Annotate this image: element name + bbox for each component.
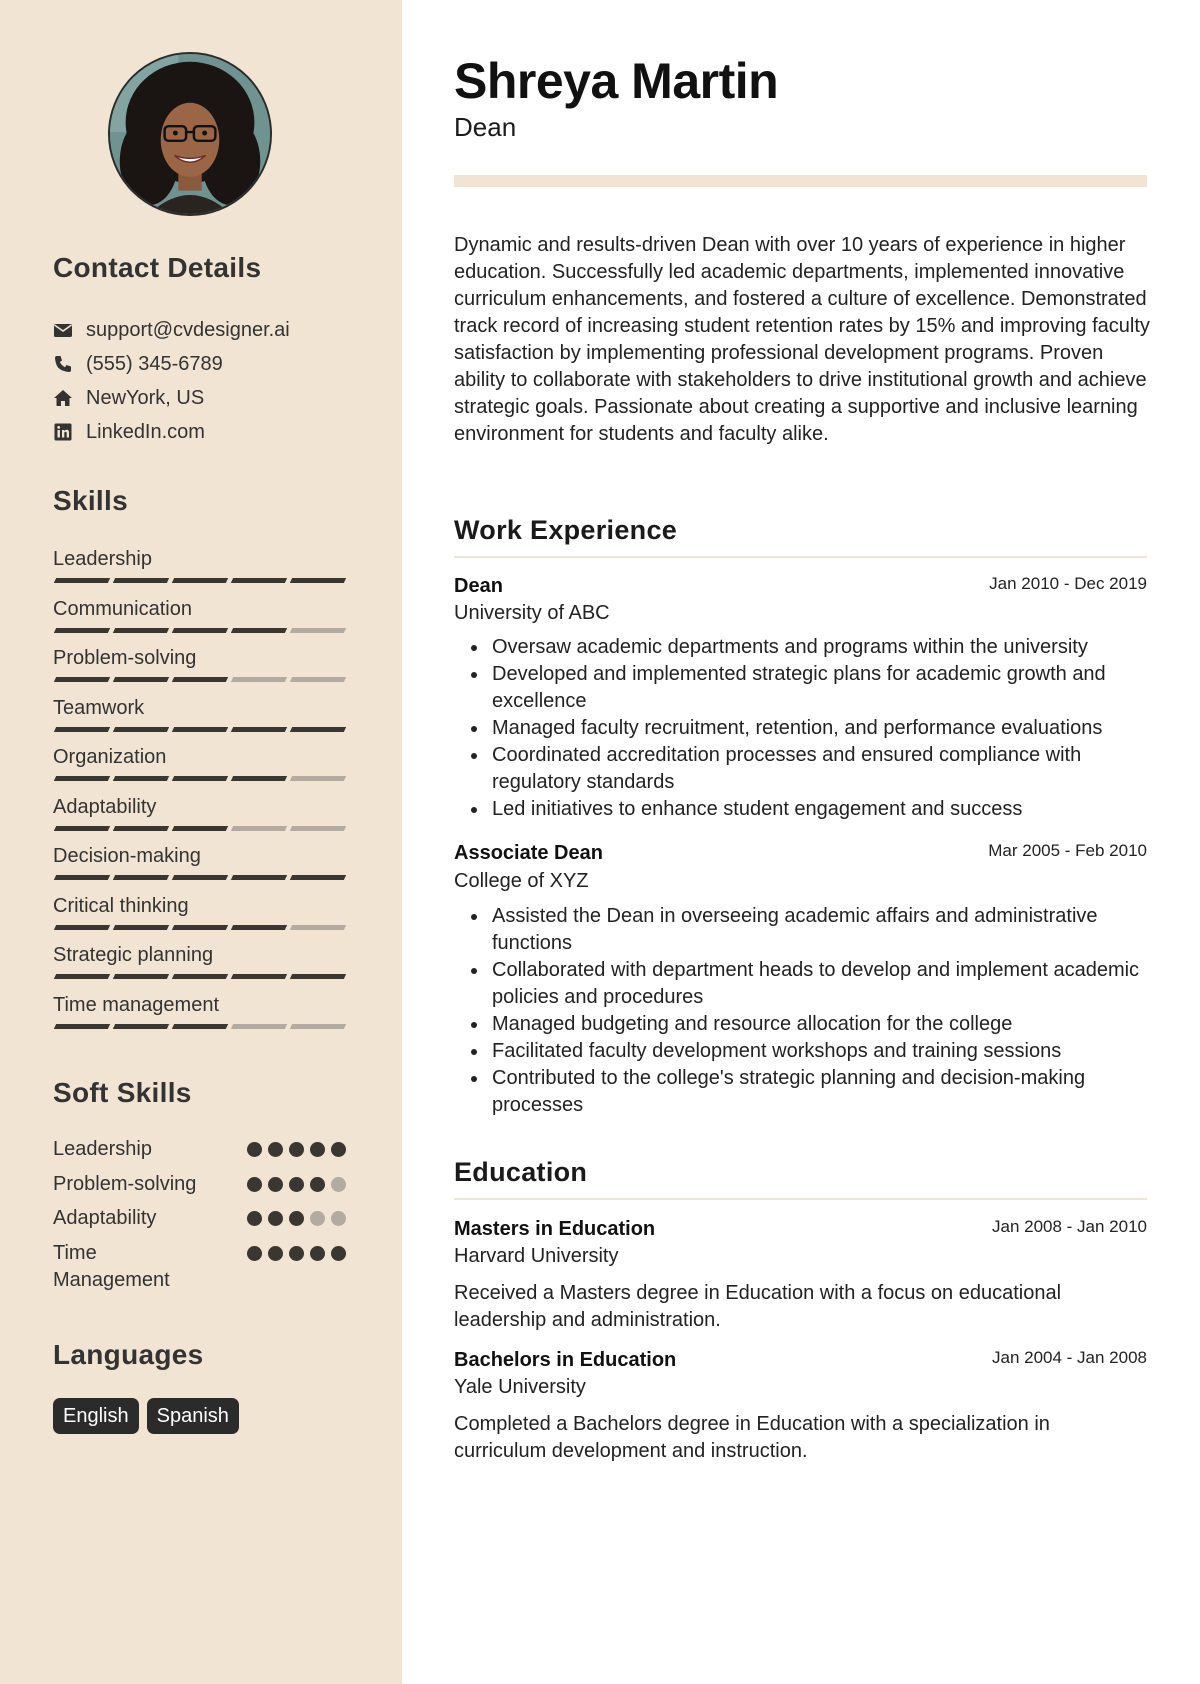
education-heading: Education	[454, 1157, 588, 1187]
skill-label: Organization	[53, 746, 167, 768]
contact-linkedin[interactable]	[53, 417, 205, 447]
job-bullet: Developed and implemented strategic plans for academic growth and excellence	[454, 661, 1147, 715]
soft-skill-rating	[247, 1142, 346, 1157]
skill-level-segment-filled	[290, 578, 346, 583]
soft-skill-row	[53, 1136, 353, 1163]
skill-level-segment-filled	[113, 925, 169, 930]
rating-dot-filled	[331, 1246, 346, 1261]
rating-dot-filled	[289, 1177, 304, 1192]
skill-level-segment-filled	[172, 776, 228, 781]
contact-email-text: support@cvdesigner.ai	[86, 318, 290, 341]
languages-heading: Languages	[53, 1339, 204, 1370]
skill-level-segment-filled	[54, 578, 110, 583]
skill-level-segment-filled	[231, 578, 287, 583]
soft-skill-rating	[247, 1177, 346, 1192]
skill-label: Leadership	[53, 548, 152, 570]
skill-level-segment-filled	[54, 776, 110, 781]
skill-level-segment-empty	[290, 925, 346, 930]
rating-dot-filled	[331, 1142, 346, 1157]
contact-phone-text: (555) 345-6789	[86, 352, 223, 375]
degree-title: Masters in Education	[454, 1218, 656, 1240]
skills-heading: Skills	[53, 485, 128, 516]
skill-level-segment-filled	[54, 826, 110, 831]
rating-dot-filled	[268, 1246, 283, 1261]
soft-skill-label: Leadership	[53, 1138, 152, 1160]
skill-row	[53, 743, 349, 781]
job-organization: College of XYZ	[454, 870, 589, 892]
language-badge: Spanish	[147, 1398, 239, 1434]
job-title: Dean	[454, 575, 503, 597]
skill-level-segment-filled	[290, 875, 346, 880]
job-dates: Mar 2005 - Feb 2010	[988, 841, 1147, 860]
job-bullet: Assisted the Dean in overseeing academic affairs and administrative functions	[454, 903, 1147, 957]
job-bullet: Facilitated faculty development workshops and training sessions	[454, 1038, 1147, 1065]
skill-row	[53, 595, 349, 633]
phone-icon	[53, 354, 73, 374]
skill-level-bar	[53, 727, 349, 732]
education-divider	[454, 1198, 1147, 1200]
skill-level-segment-filled	[172, 826, 228, 831]
school-name: Harvard University	[454, 1245, 619, 1267]
skill-level-segment-filled	[172, 628, 228, 633]
job-bullet: Managed budgeting and resource allocation for the college	[454, 1011, 1147, 1038]
language-badge: English	[53, 1398, 139, 1434]
skill-row	[53, 892, 349, 930]
skill-level-segment-filled	[290, 974, 346, 979]
degree-description: Received a Masters degree in Education with a focus on educational leadership and administration.	[454, 1282, 1062, 1331]
skill-label: Communication	[53, 598, 192, 620]
soft-skill-label: Time Management	[53, 1242, 170, 1291]
job-bullet: Collaborated with department heads to develop and implement academic policies and procedures	[454, 957, 1147, 1011]
skill-level-segment-filled	[231, 727, 287, 732]
skill-row	[53, 644, 349, 682]
rating-dot-filled	[310, 1177, 325, 1192]
job-bullet: Contributed to the college's strategic planning and decision-making processes	[454, 1065, 1147, 1119]
degree-title: Bachelors in Education	[454, 1349, 677, 1371]
soft-skills-heading: Soft Skills	[53, 1077, 192, 1108]
skill-row	[53, 545, 349, 583]
job-bullets	[454, 634, 1147, 823]
skill-level-bar	[53, 628, 349, 633]
work-experience-heading: Work Experience	[454, 515, 678, 545]
candidate-title: Dean	[454, 112, 517, 142]
job-bullet: Coordinated accreditation processes and ensured compliance with regulatory standards	[454, 742, 1147, 796]
skill-level-bar	[53, 578, 349, 583]
rating-dot-filled	[289, 1211, 304, 1226]
contact-location	[53, 383, 204, 413]
envelope-icon	[53, 320, 73, 340]
skill-level-segment-empty	[290, 628, 346, 633]
skill-level-bar	[53, 925, 349, 930]
soft-skill-rating	[247, 1246, 346, 1261]
skill-level-segment-empty	[231, 826, 287, 831]
skill-level-segment-filled	[54, 974, 110, 979]
job-title: Associate Dean	[454, 842, 603, 864]
skill-level-segment-filled	[172, 875, 228, 880]
sidebar	[0, 0, 402, 1684]
contact-linkedin-text: LinkedIn.com	[86, 420, 205, 443]
soft-skill-row	[53, 1240, 353, 1294]
skill-label: Problem-solving	[53, 647, 197, 669]
skill-level-bar	[53, 1024, 349, 1029]
skill-row	[53, 842, 349, 880]
degree-description: Completed a Bachelors degree in Education with a specialization in curriculum development and instruction.	[454, 1413, 1050, 1462]
skill-label: Decision-making	[53, 845, 201, 867]
skill-level-segment-filled	[113, 628, 169, 633]
languages-list	[53, 1398, 239, 1434]
contact-email[interactable]	[53, 315, 290, 345]
skill-level-segment-filled	[231, 628, 287, 633]
soft-skill-row	[53, 1205, 353, 1232]
skill-level-bar	[53, 974, 349, 979]
rating-dot-filled	[268, 1211, 283, 1226]
skill-level-segment-filled	[172, 1024, 228, 1029]
skill-level-segment-filled	[113, 578, 169, 583]
job-bullet: Oversaw academic departments and programs within the university	[454, 634, 1147, 661]
skill-level-bar	[53, 677, 349, 682]
skill-level-bar	[53, 776, 349, 781]
job-dates: Jan 2010 - Dec 2019	[989, 574, 1147, 593]
skill-label: Critical thinking	[53, 895, 189, 917]
skill-level-segment-empty	[231, 677, 287, 682]
summary-text: Dynamic and results-driven Dean with over 10 years of experience in higher education. Successfully led academic departments, implemented innovative curriculum enhancements, and fostered a culture of excellence. Demonstrated track record of increasing student retention rates by 15% and improving faculty satisfaction by implementing professional development programs. Proven ability to collaborate with stakeholders to drive institutional growth and achieve strategic goals. Passionate about creating a supportive and inclusive learning environment for students and faculty alike.	[454, 234, 1150, 445]
skill-level-segment-filled	[54, 925, 110, 930]
soft-skill-rating	[247, 1211, 346, 1226]
skill-level-segment-filled	[113, 974, 169, 979]
profile-photo	[108, 52, 272, 216]
rating-dot-filled	[289, 1246, 304, 1261]
rating-dot-filled	[247, 1177, 262, 1192]
header-divider	[454, 175, 1147, 187]
skill-label: Teamwork	[53, 697, 145, 719]
rating-dot-filled	[247, 1246, 262, 1261]
skill-level-segment-filled	[172, 578, 228, 583]
contact-phone[interactable]	[53, 349, 223, 379]
work-divider	[454, 556, 1147, 558]
job-bullet: Led initiatives to enhance student engagement and success	[454, 796, 1147, 823]
rating-dot-filled	[268, 1177, 283, 1192]
linkedin-icon	[53, 422, 73, 442]
skill-level-segment-filled	[231, 925, 287, 930]
skill-level-segment-filled	[113, 875, 169, 880]
skill-level-segment-filled	[290, 727, 346, 732]
job-organization: University of ABC	[454, 602, 610, 624]
skill-label: Strategic planning	[53, 944, 214, 966]
skill-label: Adaptability	[53, 796, 157, 818]
rating-dot-empty	[331, 1177, 346, 1192]
skill-level-segment-filled	[54, 677, 110, 682]
rating-dot-filled	[247, 1211, 262, 1226]
skill-level-segment-empty	[290, 677, 346, 682]
skill-level-segment-filled	[54, 727, 110, 732]
skill-level-segment-filled	[172, 974, 228, 979]
skill-row	[53, 793, 349, 831]
contact-location-text: NewYork, US	[86, 386, 205, 409]
contact-heading: Contact Details	[53, 252, 262, 283]
rating-dot-filled	[310, 1142, 325, 1157]
skill-level-segment-filled	[113, 826, 169, 831]
skill-level-bar	[53, 875, 349, 880]
rating-dot-empty	[331, 1211, 346, 1226]
skill-level-segment-empty	[290, 776, 346, 781]
skill-level-segment-filled	[113, 776, 169, 781]
soft-skill-label: Problem-solving	[53, 1173, 197, 1195]
skill-level-segment-filled	[113, 1024, 169, 1029]
skill-level-segment-filled	[172, 727, 228, 732]
rating-dot-filled	[289, 1142, 304, 1157]
skill-label: Time management	[53, 994, 219, 1016]
skill-level-segment-filled	[54, 1024, 110, 1029]
skill-level-segment-filled	[231, 776, 287, 781]
skill-level-segment-empty	[231, 1024, 287, 1029]
school-name: Yale University	[454, 1376, 586, 1398]
soft-skill-row	[53, 1171, 353, 1198]
skill-level-segment-filled	[113, 677, 169, 682]
skill-level-segment-filled	[54, 628, 110, 633]
rating-dot-empty	[310, 1211, 325, 1226]
rating-dot-filled	[268, 1142, 283, 1157]
profile-photo-illustration	[110, 54, 270, 214]
job-bullet: Managed faculty recruitment, retention, and performance evaluations	[454, 715, 1147, 742]
skill-level-segment-filled	[54, 875, 110, 880]
skill-level-segment-filled	[113, 727, 169, 732]
candidate-name: Shreya Martin	[454, 53, 779, 109]
skill-level-segment-filled	[172, 925, 228, 930]
skill-level-segment-empty	[290, 826, 346, 831]
skill-row	[53, 991, 349, 1029]
skill-level-segment-filled	[231, 875, 287, 880]
skill-level-segment-filled	[172, 677, 228, 682]
skill-level-segment-empty	[290, 1024, 346, 1029]
skill-row	[53, 941, 349, 979]
rating-dot-filled	[247, 1142, 262, 1157]
home-icon	[53, 388, 73, 408]
job-bullets	[454, 903, 1147, 1119]
skill-level-bar	[53, 826, 349, 831]
degree-dates: Jan 2004 - Jan 2008	[991, 1348, 1147, 1367]
soft-skill-label: Adaptability	[53, 1207, 157, 1229]
degree-dates: Jan 2008 - Jan 2010	[991, 1217, 1147, 1236]
rating-dot-filled	[310, 1246, 325, 1261]
skill-row	[53, 694, 349, 732]
skill-level-segment-filled	[231, 974, 287, 979]
